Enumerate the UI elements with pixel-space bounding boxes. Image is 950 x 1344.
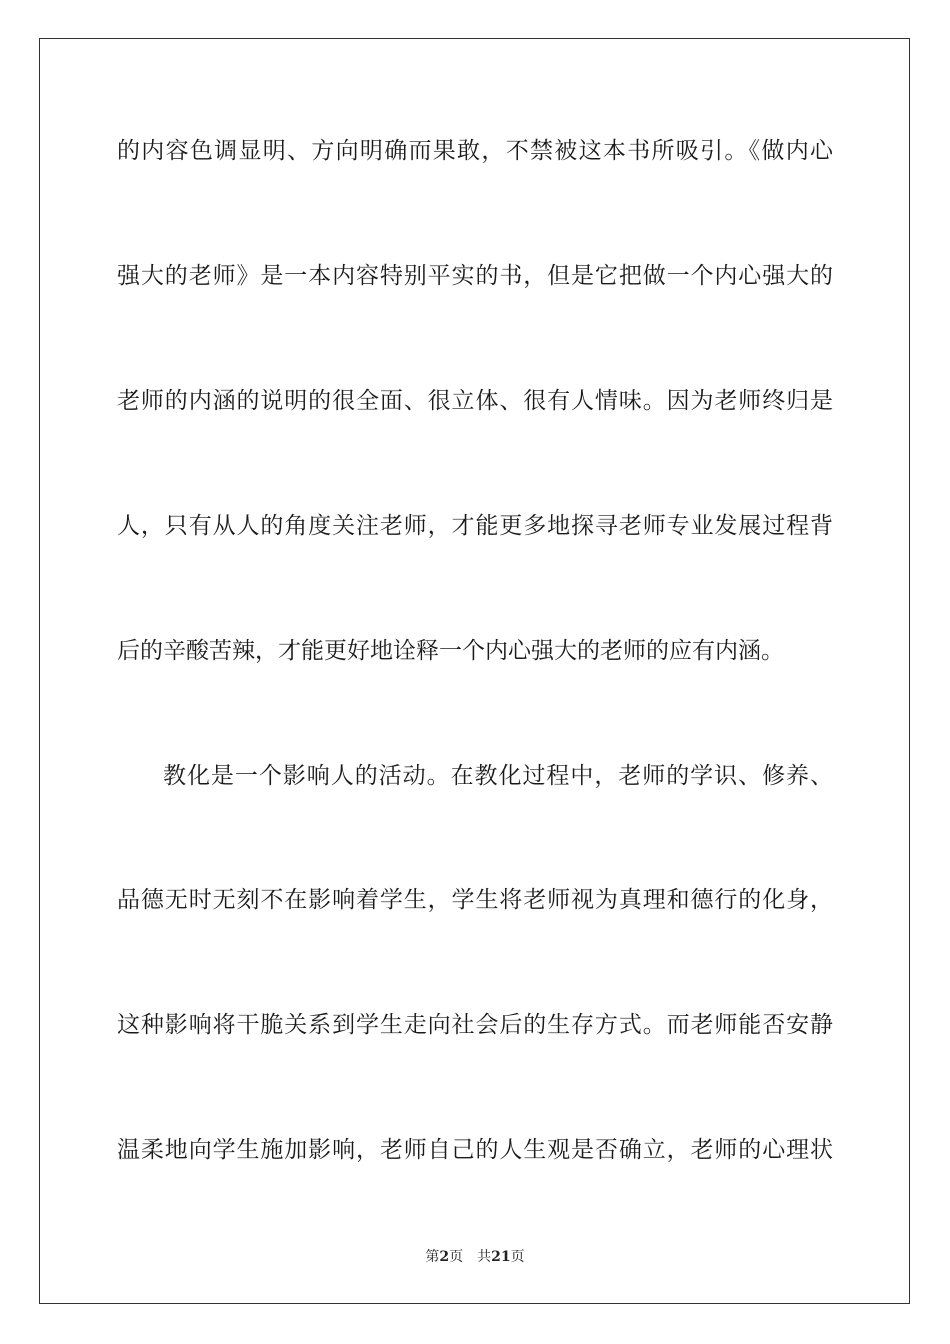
body-text-line: 老师的内涵的说明的很全面、很立体、很有人情味。因为老师终归是 <box>117 388 833 414</box>
page-prefix: 第 <box>425 1249 440 1265</box>
body-text-line: 温柔地向学生施加影响，老师自己的人生观是否确立，老师的心理状 <box>117 1137 833 1163</box>
page-suffix: 页 <box>449 1249 464 1265</box>
body-text-line: 这种影响将干脆关系到学生走向社会后的生存方式。而老师能否安静 <box>117 1012 833 1038</box>
body-text-line: 品德无时无刻不在影响着学生，学生将老师视为真理和德行的化身， <box>117 887 833 913</box>
body-text-line: 的内容色调显明、方向明确而果敢，不禁被这本书所吸引。《做内心 <box>117 138 833 164</box>
paragraph-first-line: 教化是一个影响人的活动。在教化过程中，老师的学识、修养、 <box>163 763 833 789</box>
body-text-line: 人，只有从人的角度关注老师，才能更多地探寻老师专业发展过程背 <box>117 513 833 539</box>
total-pages: 21 <box>491 1249 511 1265</box>
body-text-line: 强大的老师》是一本内容特别平实的书，但是它把做一个内心强大的 <box>117 263 833 289</box>
body-text-line: 后的辛酸苦辣，才能更好地诠释一个内心强大的老师的应有内涵。 <box>117 638 784 664</box>
total-prefix: 共 <box>477 1249 492 1265</box>
page-border <box>39 38 910 1304</box>
page-number: 2 <box>439 1249 450 1265</box>
page-footer <box>0 1248 950 1266</box>
total-suffix: 页 <box>510 1249 525 1265</box>
